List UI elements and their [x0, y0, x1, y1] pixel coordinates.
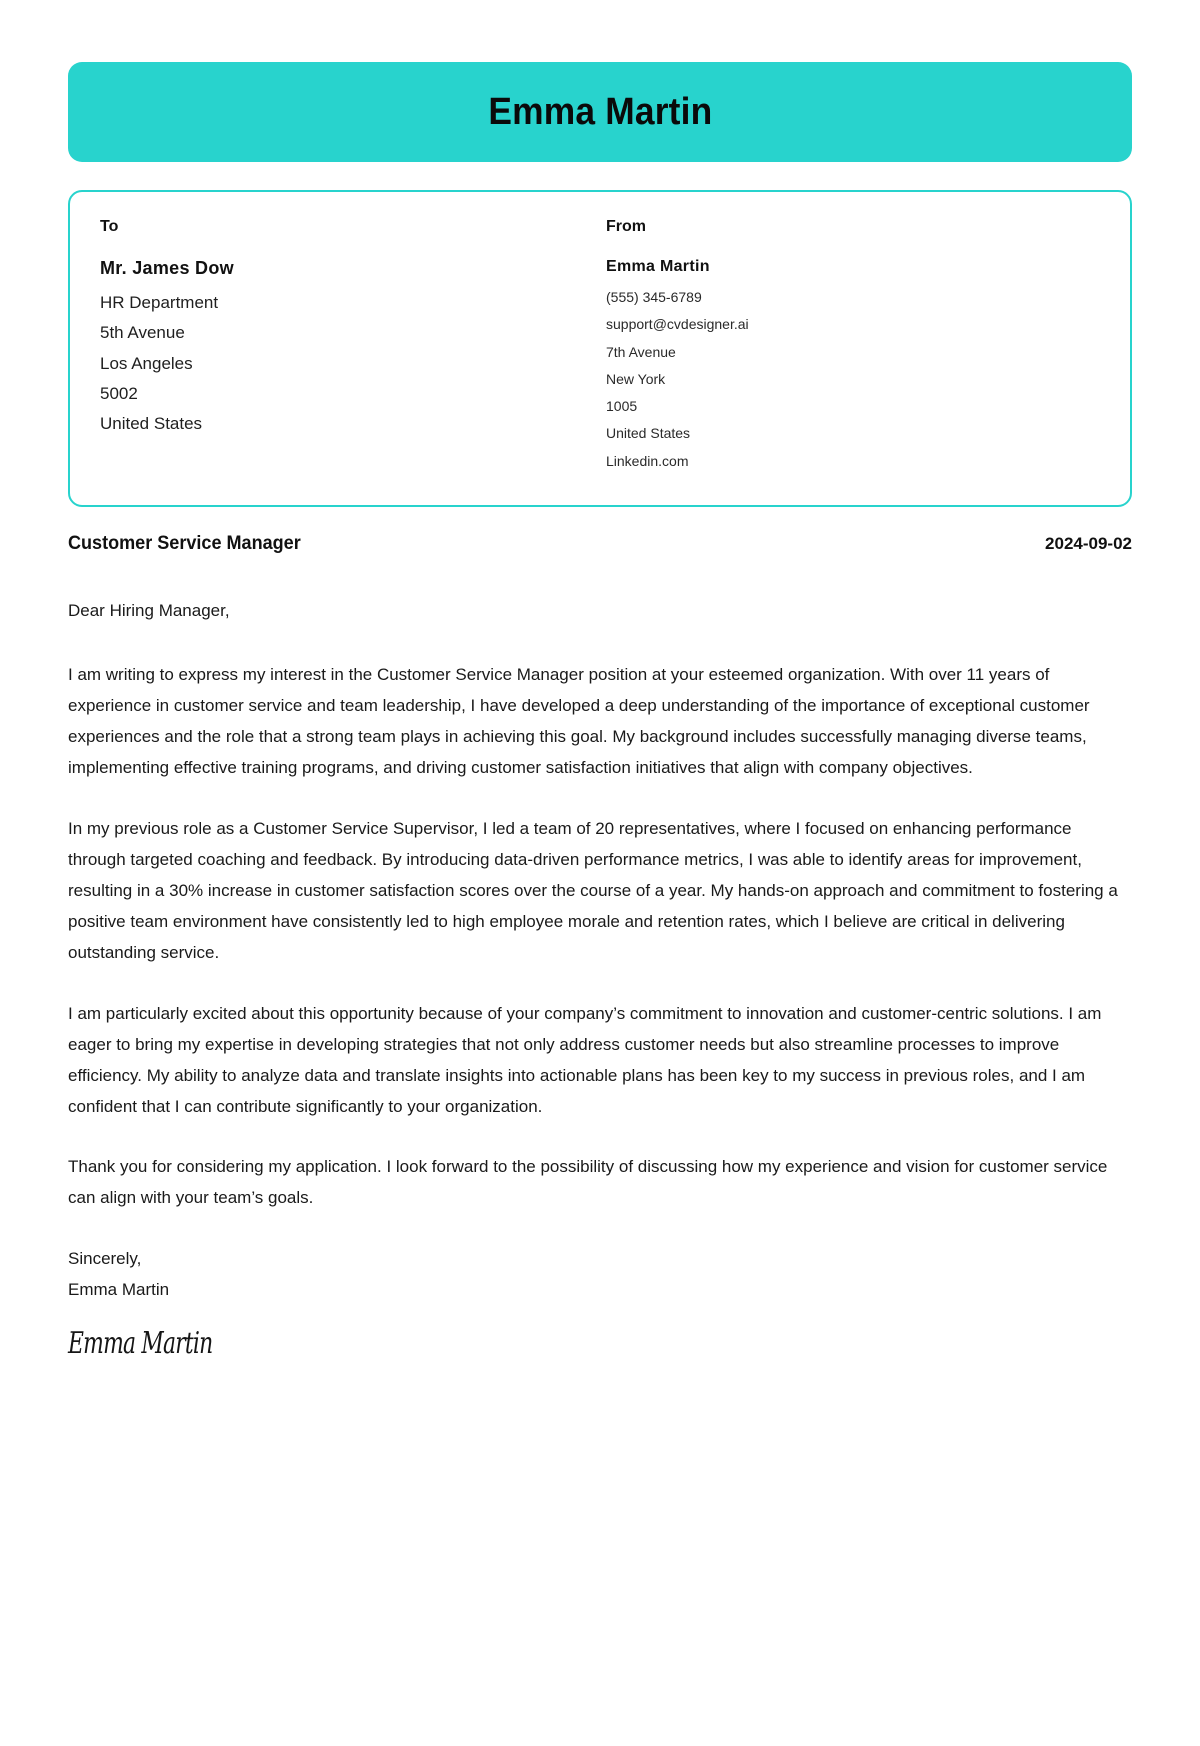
- from-label: From: [606, 218, 646, 235]
- letter-paragraph: In my previous role as a Customer Service Supervisor, I led a team of 20 representatives, where I focused on enhancing performance through targeted coaching and feedback. By introducing data-driven performance metrics, I was able to identify areas for improvement, resulting in a 30% increase in customer satisfaction scores over the course of a year. My hands-on approach and commitment to fostering a positive team environment have consistently led to high employee morale and retention rates, which I believe are critical in delivering outstanding service.: [68, 819, 1118, 962]
- closing-word: Sincerely,: [68, 1249, 142, 1269]
- recipient-column: [100, 218, 600, 475]
- job-title: Customer Service Manager: [68, 533, 301, 555]
- letter-date: 2024-09-02: [1045, 534, 1132, 554]
- sender-line: United States: [606, 425, 691, 442]
- signature-script: Emma Martin: [68, 1324, 213, 1361]
- letter-body: [68, 597, 1132, 1359]
- recipient-line: United States: [100, 414, 203, 433]
- recipient-line: HR Department: [100, 293, 219, 312]
- letter-paragraph: I am particularly excited about this opportunity because of your company’s commitment to innovation and customer-centric solutions. I am eager to bring my expertise in developing strategies that not only address customer needs but also streamline processes to improve efficiency. My ability to analyze data and translate insights into actionable plans has been key to my success in previous roles, and I am confident that I can contribute significantly to your organization.: [68, 1003, 1102, 1116]
- salutation: Dear Hiring Manager,: [68, 601, 230, 621]
- sender-column: [600, 218, 1100, 475]
- sender-line: New York: [606, 370, 666, 387]
- to-label: To: [100, 218, 119, 235]
- closing-name: Emma Martin: [68, 1280, 170, 1300]
- cover-letter-page: [0, 62, 1200, 1746]
- recipient-line: 5002: [100, 383, 138, 403]
- sender-linkedin: Linkedin.com: [606, 452, 689, 469]
- header-banner: [68, 62, 1132, 162]
- sender-line: 1005: [606, 398, 638, 415]
- title-date-row: [68, 533, 1132, 555]
- recipient-name: Mr. James Dow: [100, 258, 234, 278]
- recipient-line: Los Angeles: [100, 353, 193, 373]
- sender-name: Emma Martin: [606, 258, 710, 275]
- sender-line: 7th Avenue: [606, 343, 676, 360]
- sender-email: support@cvdesigner.ai: [606, 316, 749, 333]
- letter-paragraph: Thank you for considering my application. I look forward to the possibility of discussing how my experience and vision for customer service can align with your team’s goals.: [68, 1157, 1108, 1208]
- recipient-line: 5th Avenue: [100, 323, 185, 343]
- closing-block: [68, 1244, 1132, 1359]
- sender-phone: (555) 345-6789: [606, 289, 702, 305]
- contact-details-box: [68, 190, 1132, 507]
- applicant-name-title: Emma Martin: [488, 90, 712, 133]
- letter-paragraph: I am writing to express my interest in the Customer Service Manager position at your esteemed organization. With over 11 years of experience in customer service and team leadership, I have developed a deep understanding of the importance of exceptional customer experiences and the role that a strong team plays in achieving this goal. My background includes successfully managing diverse teams, implementing effective training programs, and driving customer satisfaction initiatives that align with company objectives.: [68, 665, 1090, 778]
